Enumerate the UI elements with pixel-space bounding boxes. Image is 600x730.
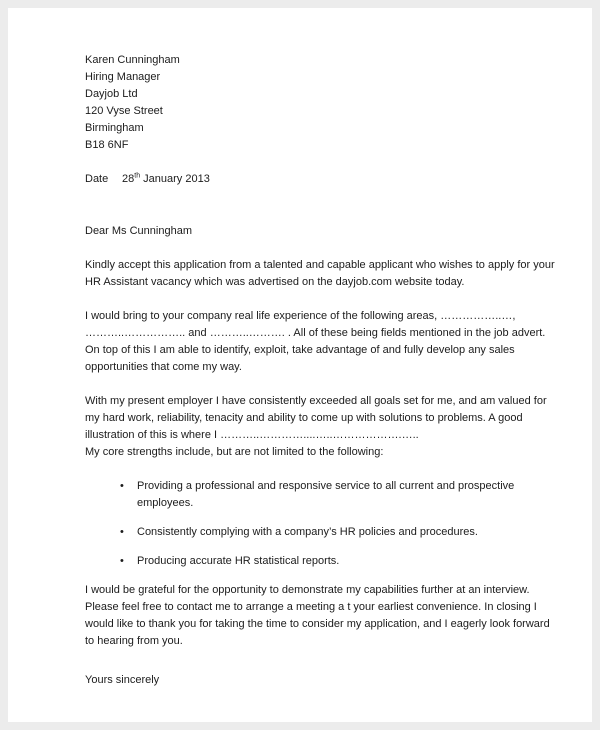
paragraph-strengths-lead: My core strengths include, but are not limited to the following:: [85, 446, 384, 458]
recipient-address-block: [85, 52, 560, 154]
paragraph-closing-request: I would be grateful for the opportunity to demonstrate my capabilities further at an interview. Please feel free to contact me to arrange a meeting a t your earliest convenience. In closing I would like to thank you for taking the time to consider my application, and I eagerly look forward to hearing from you.: [85, 584, 550, 647]
salutation: Dear Ms Cunningham: [85, 225, 192, 237]
bullet-item: [120, 553, 560, 570]
paragraph-experience: I would bring to your company real life experience of the following areas, ……………..…, ………..…………….. and ………..………. . All of these being fields mentioned in the job advert. On top of this I am able to identify, exploit, take advantage of and fully develop any sales opportunities that come my way.: [85, 310, 546, 373]
recipient-company: Dayjob Ltd: [85, 88, 138, 100]
bullet-icon: •: [120, 526, 124, 538]
letter-page: [8, 8, 592, 722]
bullet-item: [120, 524, 560, 541]
date-label: Date: [85, 173, 109, 185]
bullet-icon: •: [120, 480, 124, 492]
sign-off: Yours sincerely: [85, 674, 160, 686]
bullet-text: Providing a professional and responsive service to all current and prospective employees.: [137, 480, 515, 509]
date-rest: January 2013: [140, 173, 210, 185]
paragraph-intro: Kindly accept this application from a talented and capable applicant who wishes to apply for your HR Assistant vacancy which was advertised on the dayjob.com website today.: [85, 259, 555, 288]
bullet-text: Consistently complying with a company’s HR policies and procedures.: [137, 526, 478, 538]
bullet-item: [120, 478, 560, 512]
bullet-text: Producing accurate HR statistical reports.: [137, 555, 340, 567]
date-line: [85, 171, 560, 188]
paragraph-employer: With my present employer I have consistently exceeded all goals set for me, and am valued for my hard work, reliability, tenacity and ability to come up with solutions to problems. A good illustration of this is where I ………..…………....…..……………….…..: [85, 395, 547, 441]
recipient-street: 120 Vyse Street: [85, 105, 163, 117]
bullet-list: [85, 478, 560, 570]
date-day: 28: [122, 173, 135, 185]
recipient-postcode: B18 6NF: [85, 139, 129, 151]
recipient-city: Birmingham: [85, 122, 144, 134]
recipient-name: Karen Cunningham: [85, 54, 180, 66]
date-ordinal: th: [134, 172, 141, 180]
recipient-title: Hiring Manager: [85, 71, 161, 83]
bullet-icon: •: [120, 555, 124, 567]
